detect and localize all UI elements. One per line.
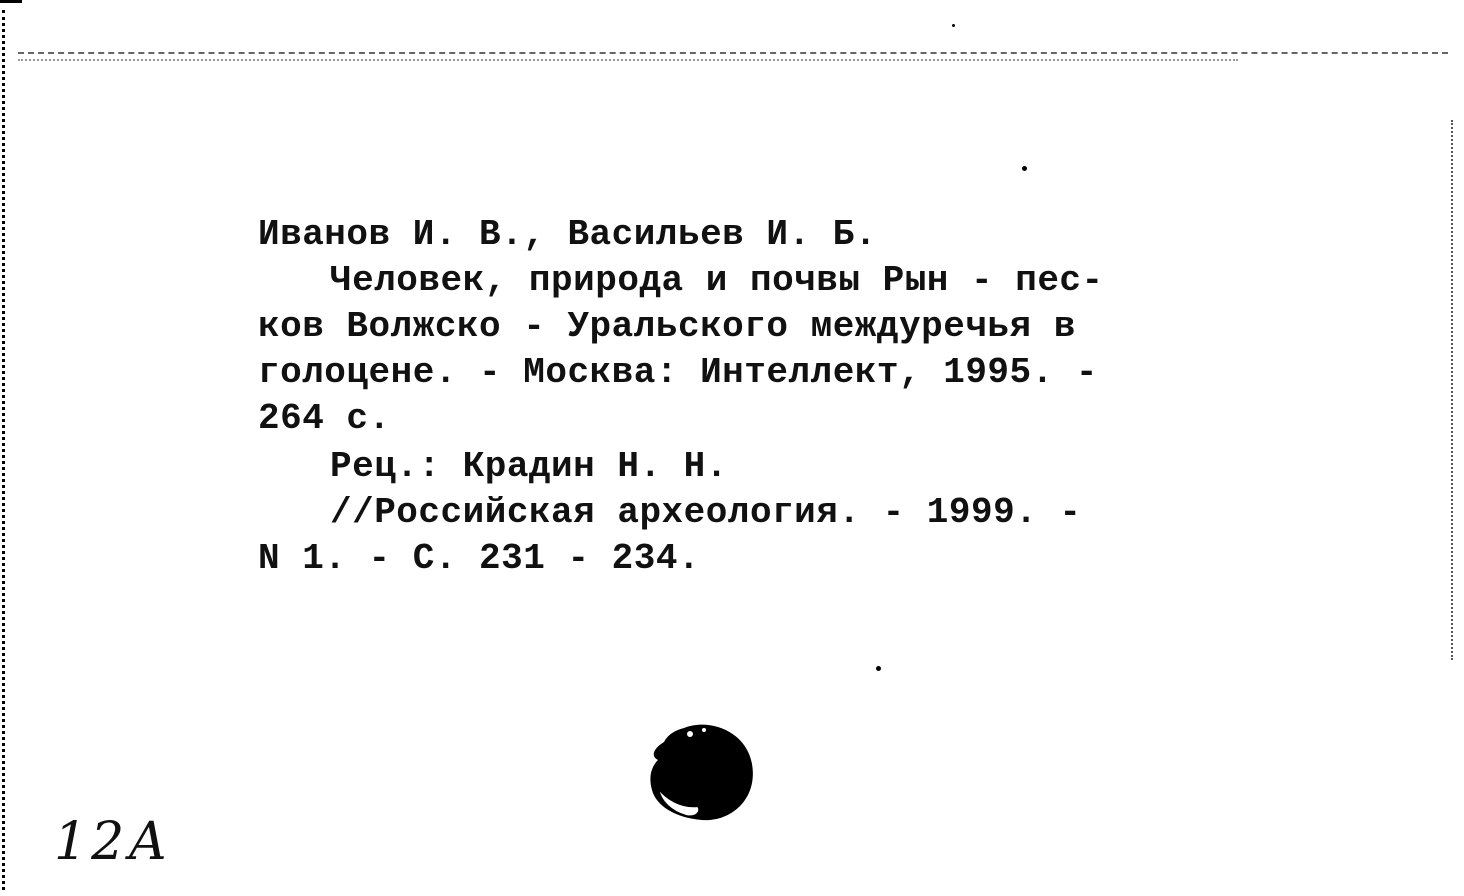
- source-line: //Российская археология. - 1999. -: [330, 492, 1082, 533]
- review-line: Рец.: Крадин Н. Н.: [330, 446, 728, 487]
- authors-line: Иванов И. В., Васильев И. Б.: [258, 214, 877, 255]
- scan-edge-left: [2, 10, 5, 890]
- title-line: голоцене. - Москва: Интеллект, 1995. -: [258, 352, 1098, 393]
- punch-hole-icon: [646, 720, 756, 824]
- scan-edge-right: [1451, 120, 1453, 660]
- shelf-mark: 12А: [54, 812, 172, 872]
- title-line: ков Волжско - Уральского междуречья в: [258, 306, 1076, 347]
- scan-edge-top: [0, 0, 22, 3]
- source-line: N 1. - С. 231 - 234.: [258, 538, 701, 579]
- title-line: Человек, природа и почвы Рын - пес-: [330, 260, 1104, 301]
- pages-line: 264 с.: [258, 398, 391, 439]
- card-top-rule-secondary: [18, 59, 1238, 61]
- card-top-rule: [18, 52, 1448, 54]
- scan-speck: [1022, 166, 1027, 171]
- scan-speck: [952, 24, 955, 27]
- bibliographic-entry: [258, 212, 1178, 582]
- scan-speck: [876, 666, 881, 671]
